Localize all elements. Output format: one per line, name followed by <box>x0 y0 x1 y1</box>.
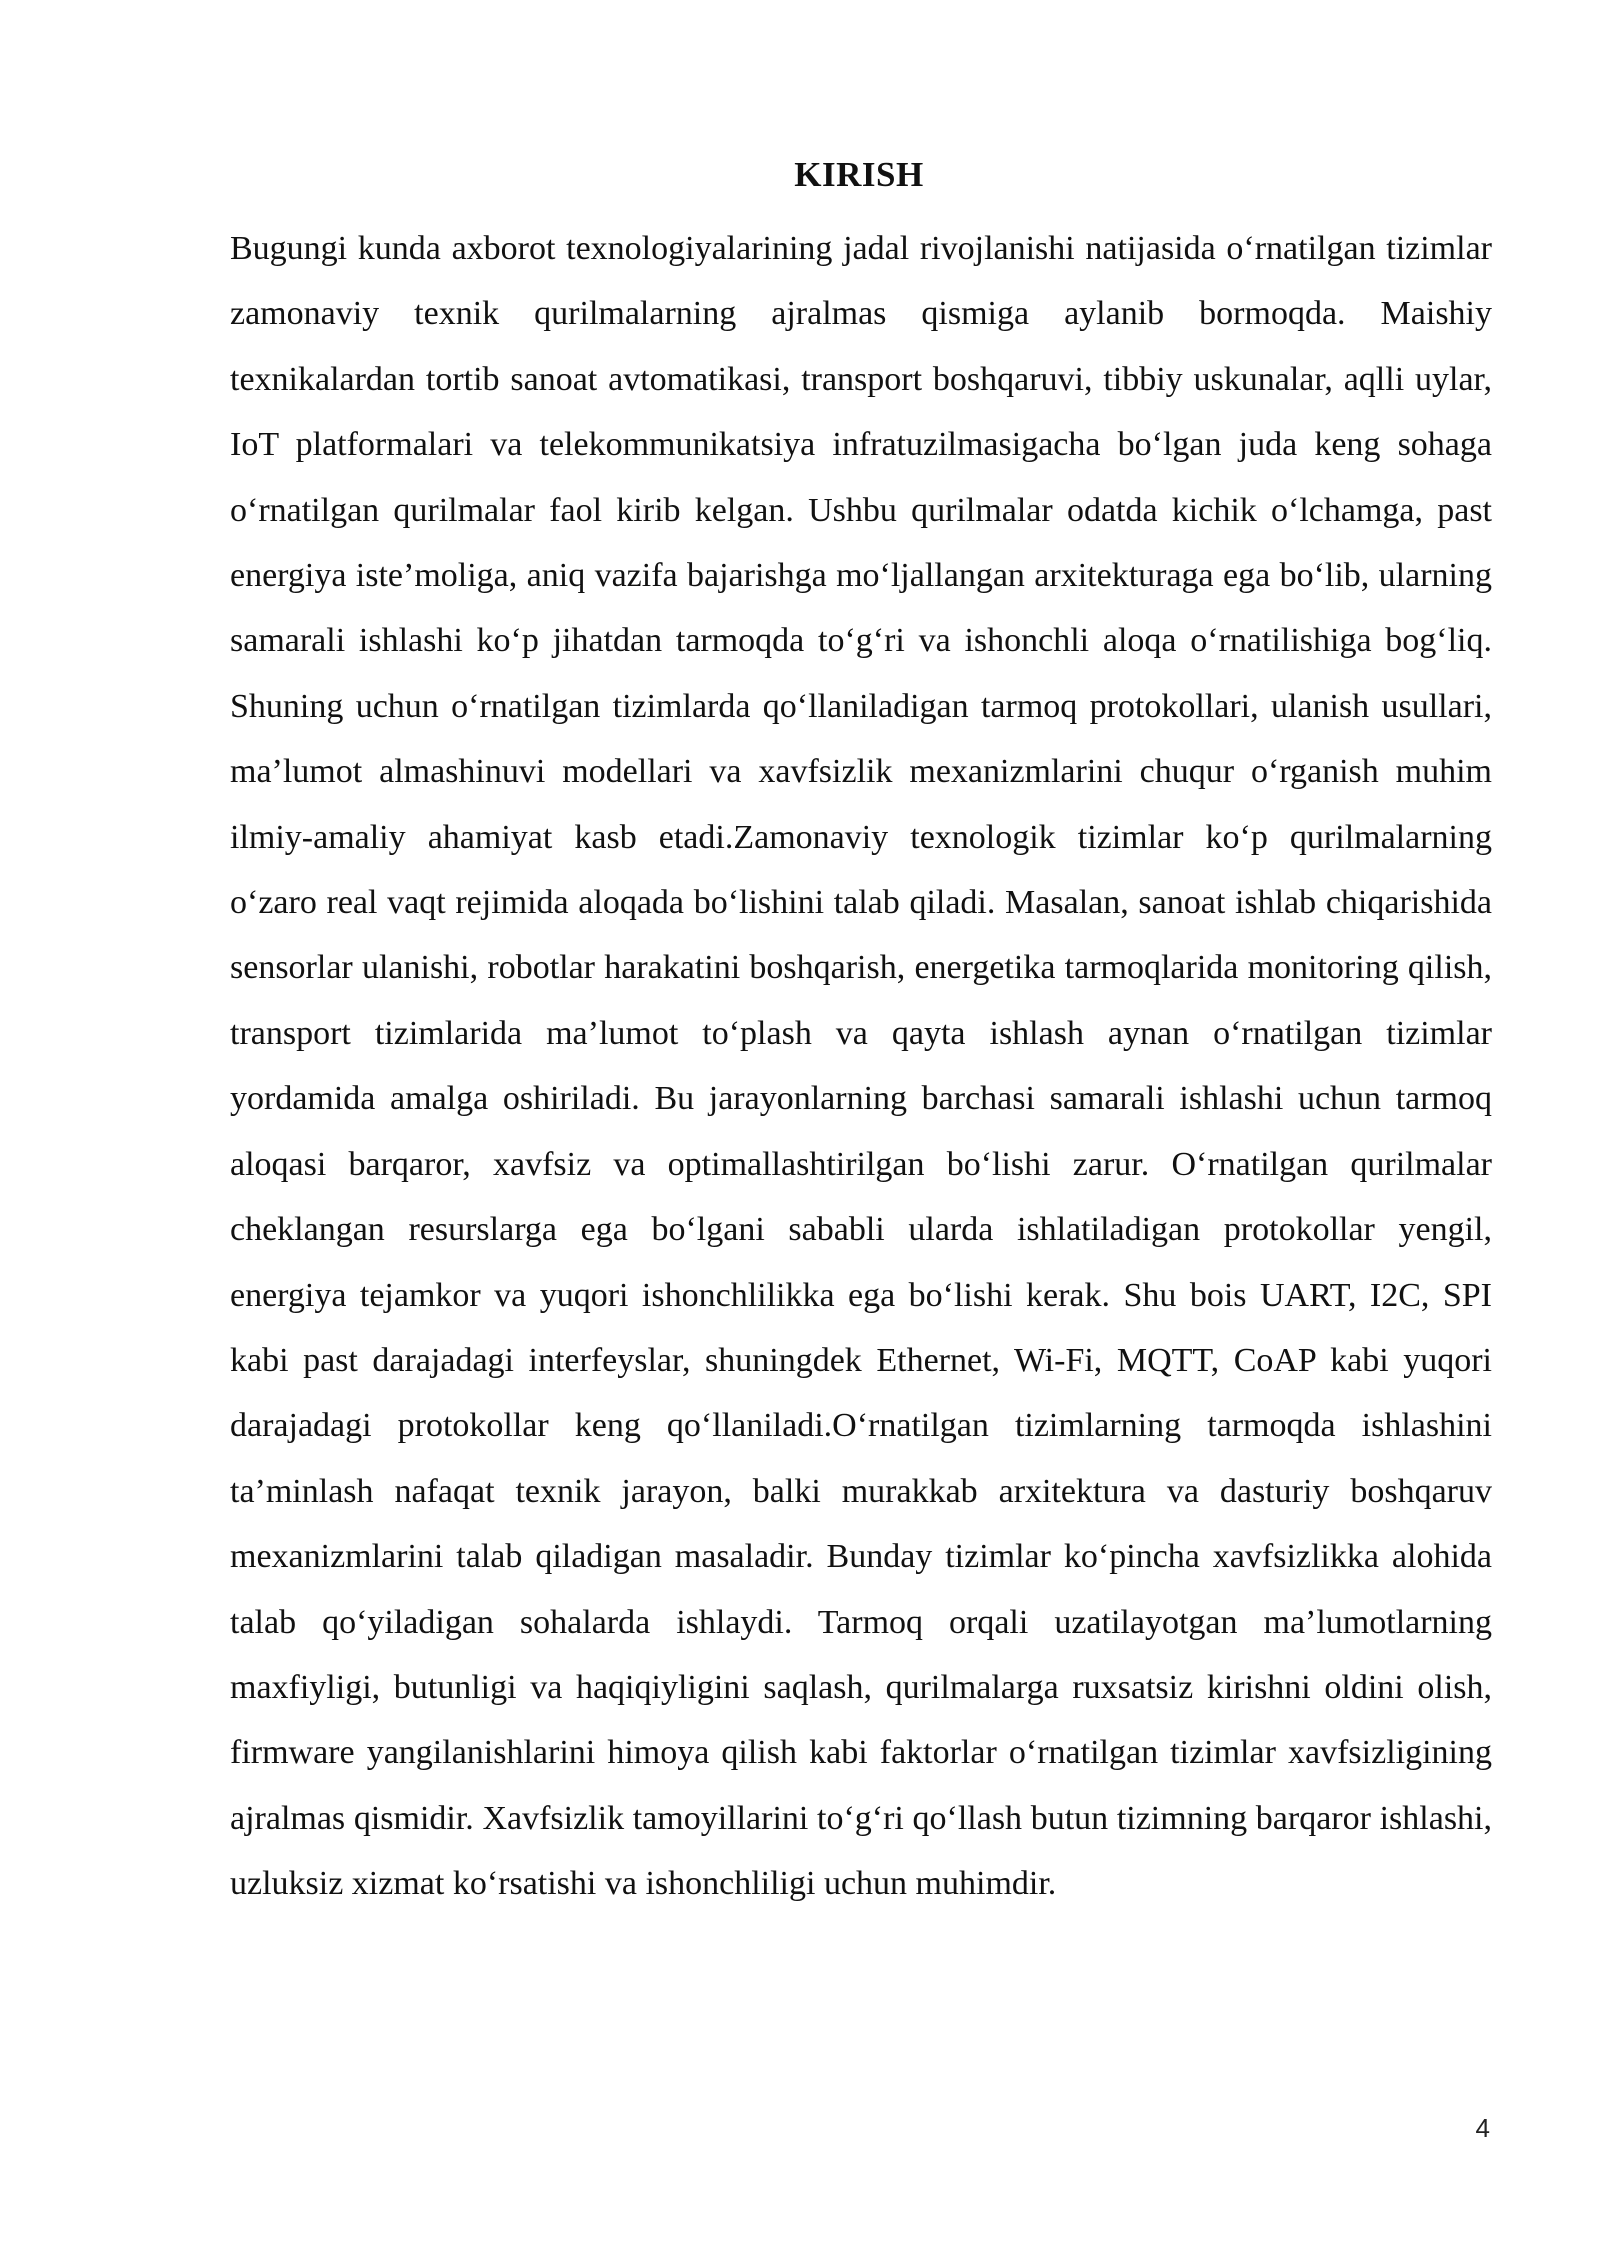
page-number: 4 <box>1475 2113 1490 2143</box>
body-paragraph: Bugungi kunda axborot texnologiyalarining jadal rivojlanishi natijasida o‘rnatilgan tizimlar zamonaviy texnik qurilmalarning ajralmas qismiga aylanib bormoqda. Maishiy texnikalardan tortib sanoat avtomatikasi, transport boshqaruvi, tibbiy uskunalar, aqlli uylar, IoT platformalari va telekommunikatsiya infratuzilmasigacha bo‘lgan juda keng sohaga o‘rnatilgan qurilmalar faol kirib kelgan. Ushbu qurilmalar odatda kichik o‘lchamga, past energiya iste’moliga, aniq vazifa bajarishga mo‘ljallangan arxitekturaga ega bo‘lib, ularning samarali ishlashi ko‘p jihatdan tarmoqda to‘g‘ri va ishonchli aloqa o‘rnatilishiga bog‘liq. Shuning uchun o‘rnatilgan tizimlarda qo‘llaniladigan tarmoq protokollari, ulanish usullari, ma’lumot almashinuvi modellari va xavfsizlik mexanizmlarini chuqur o‘rganish muhim ilmiy-amaliy ahamiyat kasb etadi.Zamonaviy texnologik tizimlar ko‘p qurilmalarning o‘zaro real vaqt rejimida aloqada bo‘lishini talab qiladi. Masalan, sanoat ishlab chiqarishida sensorlar ulanishi, robotlar harakatini boshqarish, energetika tarmoqlarida monitoring qilish, transport tizimlarida ma’lumot to‘plash va qayta ishlash aynan o‘rnatilgan tizimlar yordamida amalga oshiriladi. Bu jarayonlarning barchasi samarali ishlashi uchun tarmoq aloqasi barqaror, xavfsiz va optimallashtirilgan bo‘lishi zarur. O‘rnatilgan qurilmalar cheklangan resurslarga ega bo‘lgani sababli ularda ishlatiladigan protokollar yengil, energiya tejamkor va yuqori ishonchlilikka ega bo‘lishi kerak. Shu bois UART, I2C, SPI kabi past darajadagi interfeyslar, shuningdek Ethernet, Wi-Fi, MQTT, CoAP kabi yuqori darajadagi protokollar keng qo‘llaniladi.O‘rnatilgan tizimlarning tarmoqda ishlashini ta’minlash nafaqat texnik jarayon, balki murakkab arxitektura va dasturiy boshqaruv mexanizmlarini talab qiladigan masaladir. Bunday tizimlar ko‘pincha xavfsizlikka alohida talab qo‘yiladigan sohalarda ishlaydi. Tarmoq orqali uzatilayotgan ma’lumotlarning maxfiyligi, butunligi va haqiqiyligini saqlash, qurilmalarga ruxsatsiz kirishni oldini olish, firmware yangilanishlarini himoya qilish kabi faktorlar o‘rnatilgan tizimlar xavfsizligining ajralmas qismidir. Xavfsizlik tamoyillarini to‘g‘ri qo‘llash butun tizimning barqaror ishlashi, uzluksiz xizmat ko‘rsatishi va ishonchliligi uchun muhimdir. <box>230 230 1492 1903</box>
page-title: KIRISH <box>794 155 924 194</box>
